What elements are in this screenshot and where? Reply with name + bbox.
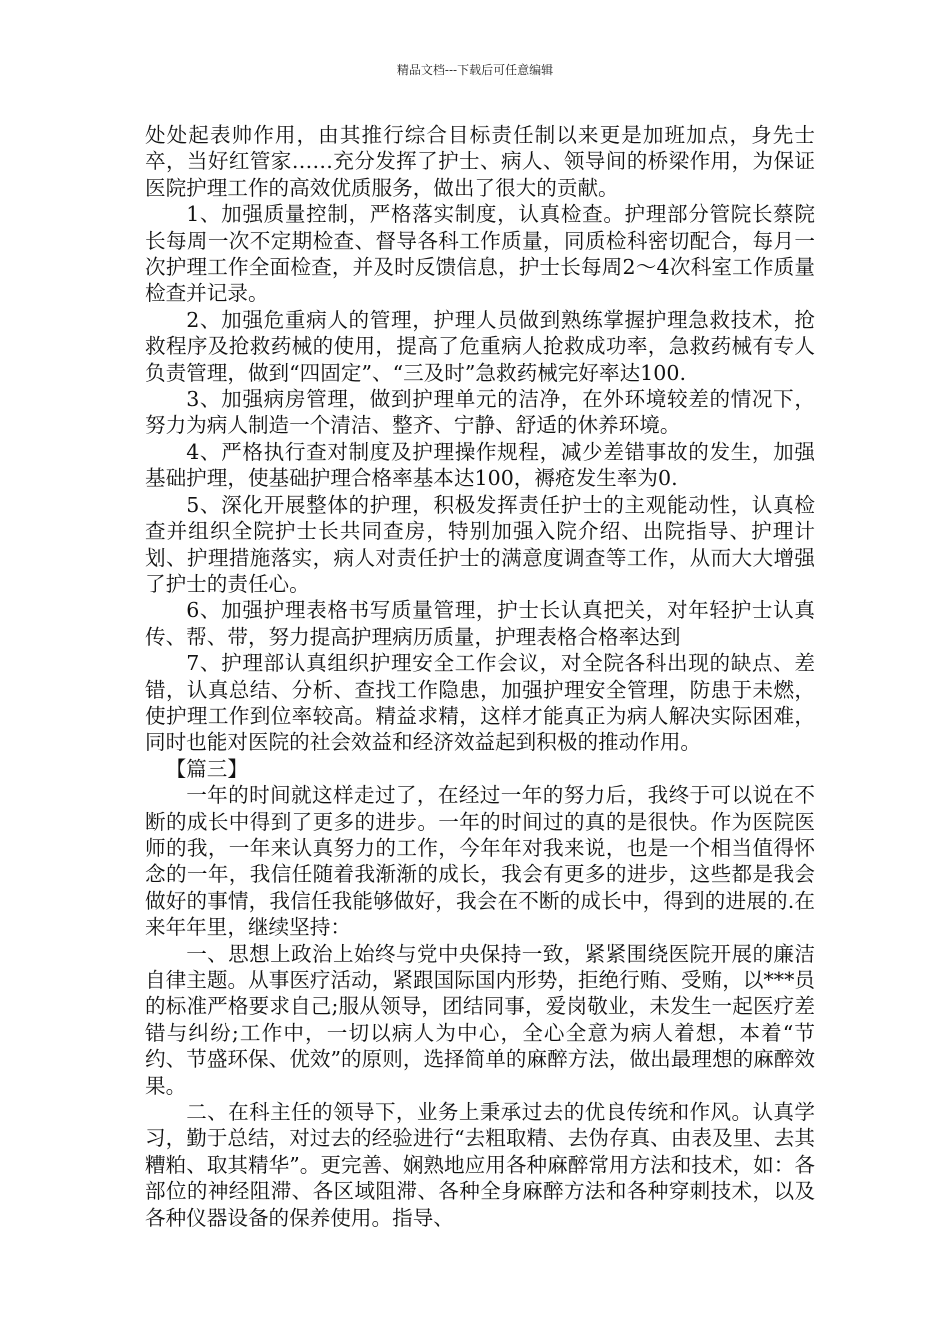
paragraph: 2、加强危重病人的管理，护理人员做到熟练掌握护理急救技术，抢救程序及抢救药械的使用，提高了危重病人抢救成功率，急救药械有专人负责管理，做到“四固定”、“三及时”急救药械完好率达100. <box>145 307 815 385</box>
paragraph: 6、加强护理表格书写质量管理，护士长认真把关，对年轻护士认真传、帮、带，努力提高护理病历质量，护理表格合格率达到 <box>145 598 815 649</box>
paragraph: 1、加强质量控制，严格落实制度，认真检查。护理部分管院长蔡院长每周一次不定期检查、督导各科工作质量，同质检科密切配合，每月一次护理工作全面检查，并及时反馈信息，护士长每周2～4次科室工作质量检查并记录。 <box>145 202 815 306</box>
paragraph: 一年的时间就这样走过了，在经过一年的努力后，我终于可以说在不断的成长中得到了更多的进步。一年的时间过的真的是很快。作为医院医师的我，一年来认真努力的工作，今年年对我来说，也是一个相当值得怀念的一年，我信任随着我渐渐的成长，我会有更多的进步，这些都是我会做好的事情，我信任我能够做好，我会在不断的成长中，得到的进展的.在来年年里，继续坚持： <box>145 783 815 940</box>
paragraph: 4、严格执行查对制度及护理操作规程，减少差错事故的发生，加强基础护理，使基础护理合格率基本达100，褥疮发生率为0. <box>145 439 815 491</box>
paragraph: 处处起表帅作用，由其推行综合目标责任制以来更是加班加点，身先士卒，当好红管家……充分发挥了护士、病人、领导间的桥梁作用，为保证医院护理工作的高效优质服务，做出了很大的贡献。 <box>145 123 815 200</box>
page-header: 精品文档---下载后可任意编辑 <box>396 63 554 77</box>
document-body <box>145 122 815 1231</box>
paragraph: 一、思想上政治上始终与党中央保持一致，紧紧围绕医院开展的廉洁自律主题。从事医疗活动，紧跟国际国内形势，拒绝行贿、受贿，以***员的标准严格要求自己;服从领导，团结同事，爱岗敬业，未发生一起医疗差错与纠纷;工作中，一切以病人为中心，全心全意为病人着想，本着“节约、节盛环保、优效”的原则，选择简单的麻醉方法，做出最理想的麻醉效果。 <box>145 941 815 1098</box>
paragraph: 5、深化开展整体的护理，积极发挥责任护士的主观能动性，认真检查并组织全院护士长共同查房，特别加强入院介绍、出院指导、护理计划、护理措施落实，病人对责任护士的满意度调查等工作，从而大大增强了护士的责任心。 <box>145 492 815 596</box>
paragraph: 3、加强病房管理，做到护理单元的洁净，在外环境较差的情况下，努力为病人制造一个清洁、整齐、宁静、舒适的休养环境。 <box>145 387 815 438</box>
paragraph: 7、护理部认真组织护理安全工作会议，对全院各科出现的缺点、差错，认真总结、分析、查找工作隐患，加强护理安全管理，防患于未燃，使护理工作到位率较高。精益求精，这样才能真正为病人解决实际困难，同时也能对医院的社会效益和经济效益起到积极的推动作用。 <box>145 651 815 755</box>
section-heading: 【篇三】 <box>165 756 248 781</box>
paragraph: 二、在科主任的领导下，业务上秉承过去的优良传统和作风。认真学习，勤于总结，对过去的经验进行“去粗取精、去伪存真、由表及里、去其糟粕、取其精华”。更完善、娴熟地应用各种麻醉常用方法和技术，如：各部位的神经阻滞、各区域阻滞、各种全身麻醉方法和各种穿刺技术，以及各种仪器设备的保养使用。指导、 <box>145 1100 815 1230</box>
